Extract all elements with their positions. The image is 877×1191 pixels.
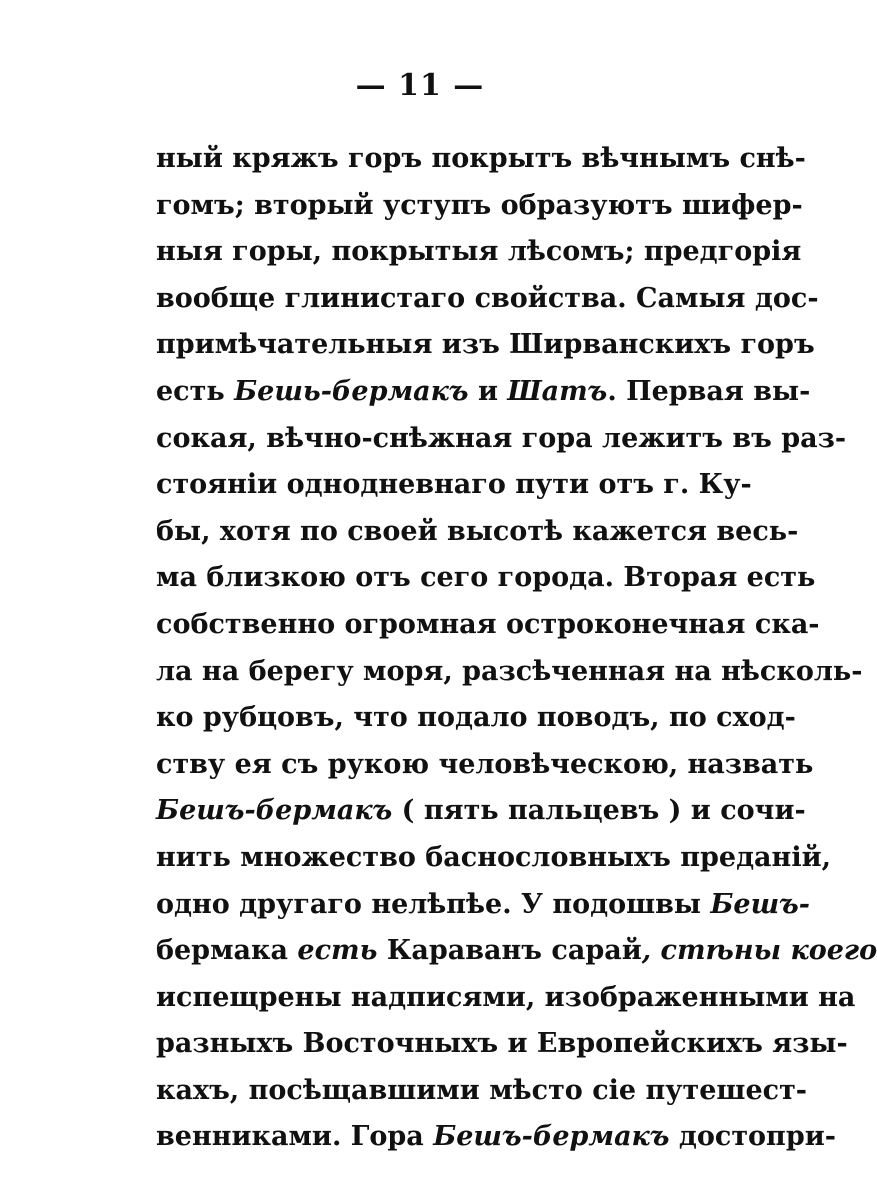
- italic-term: Бешъ-бермакъ: [156, 795, 393, 827]
- italic-term: Бешь-бермакъ: [234, 375, 469, 407]
- text-line: примѣчательныя изъ Ширванскихъ горъ: [156, 329, 815, 361]
- text-line: ко рубцовъ, что подало поводъ, по сход-: [156, 702, 796, 734]
- text-line: собственно огромная остроконечная ска-: [156, 608, 820, 640]
- page-number: — 11 —: [355, 68, 485, 103]
- italic-term: Бешъ-: [710, 888, 810, 920]
- text-line: ла на берегу моря, разсѣченная на нѣсколь-: [156, 655, 863, 687]
- text-line: испещрены надписями, изображенными на: [156, 981, 856, 1013]
- body-text: [156, 136, 877, 1161]
- italic-term: есть: [288, 935, 387, 967]
- text-line: Бешъ-бермакъ ( пять пальцевъ ) и сочи-: [156, 795, 806, 827]
- text-line: ный кряжъ горъ покрытъ вѣчнымъ снѣ-: [156, 143, 806, 174]
- text-line: вообще глинистаго свойства. Самыя дос-: [156, 282, 819, 314]
- text-line: разныхъ Восточныхъ и Европейскихъ язы-: [156, 1028, 848, 1060]
- italic-term: Шатъ: [507, 375, 608, 407]
- text-line: нить множество баснословныхъ преданій,: [156, 841, 831, 873]
- text-line: ма близкою отъ сего города. Вторая есть: [156, 562, 816, 594]
- text-line: есть Бешь-бермакъ и Шатъ. Первая вы-: [156, 375, 811, 407]
- text-line: кахъ, посѣщавшими мѣсто сіе путешест-: [156, 1074, 808, 1106]
- text-line: гомъ; вторый уступъ образуютъ шифер-: [156, 189, 803, 221]
- text-line: одно другаго нелѣпѣе. У подошвы Бешъ-: [156, 888, 810, 920]
- text-line: бермака есть Караванъ сарай, стѣны коего: [156, 935, 877, 967]
- text-line: бы, хотя по своей высотѣ кажется весь-: [156, 515, 799, 547]
- italic-term: Бешъ-бермакъ: [433, 1121, 670, 1153]
- text-line: стояніи однодневнаго пути отъ г. Ку-: [156, 469, 752, 501]
- text-line: ству ея съ рукою человѣческою, назвать: [156, 748, 814, 780]
- text-line: сокая, вѣчно-снѣжная гора лежитъ въ раз-: [156, 422, 847, 454]
- text-line: ныя горы, покрытыя лѣсомъ; предгорія: [156, 236, 802, 268]
- italic-term: , стѣны коего: [641, 935, 877, 967]
- text-line: венниками. Гора Бешъ-бермакъ достопри-: [156, 1121, 836, 1153]
